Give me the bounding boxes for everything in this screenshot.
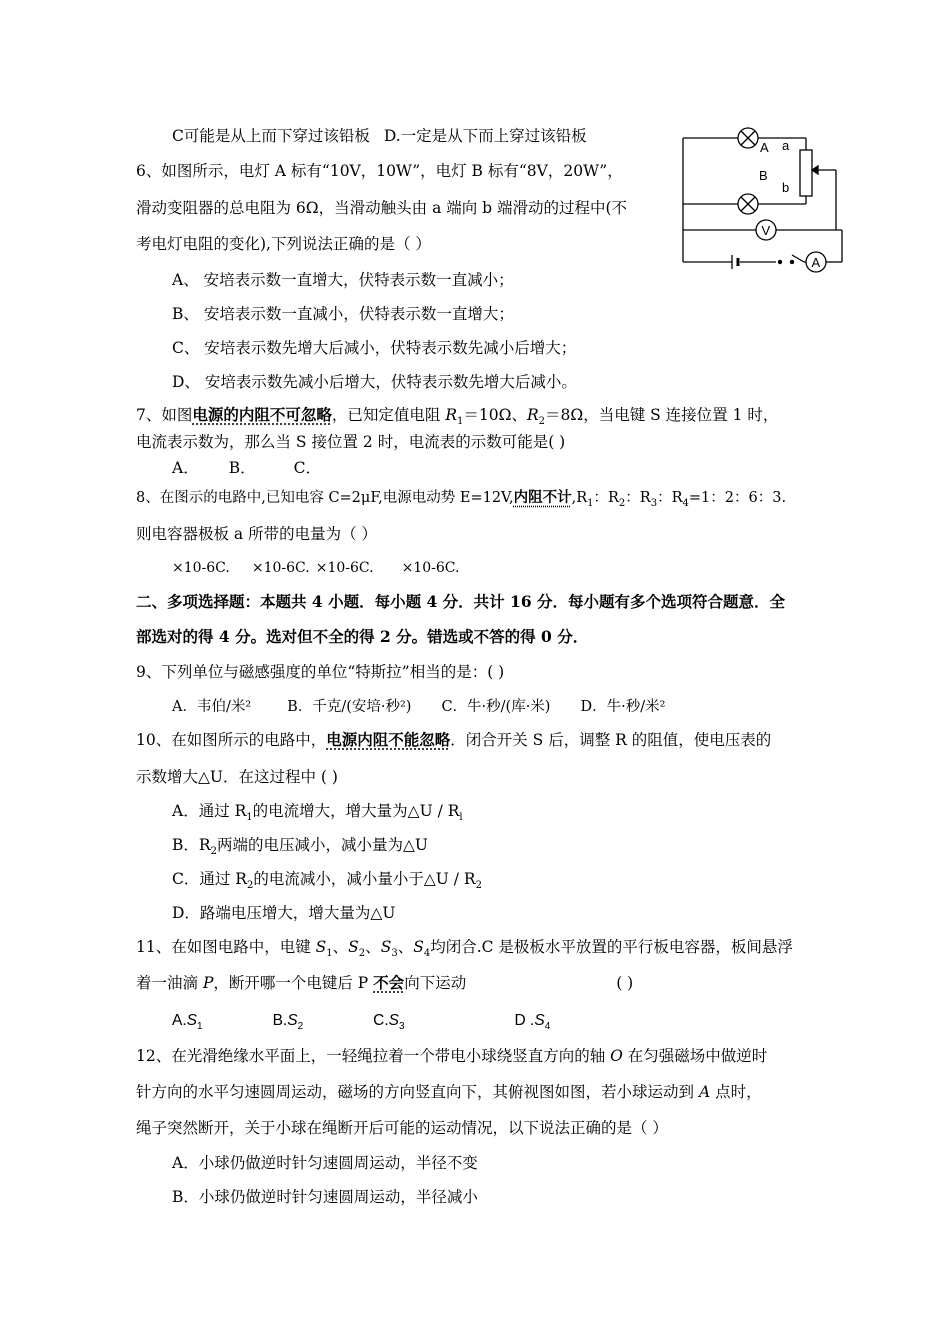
q10-option-d: D．路端电压增大，增大量为△U — [172, 904, 396, 922]
lamp-a-label: A — [760, 140, 769, 155]
q6-stem-line3: 考电灯电阻的变化),下列说法正确的是（ ） — [136, 235, 431, 253]
q6-option-a: A、 安培表示数一直增大，伏特表示数一直减小； — [172, 271, 514, 289]
q8-option-c: ×10-6C. — [315, 560, 374, 576]
q8-option-d: ×10-6C. — [401, 560, 460, 576]
q10-option-b: B．$R_2$两端的电压减小，减小量为△U — [172, 836, 428, 858]
q11-stem-line2: 着一油滴 P，断开哪一个电键后 P 不会向下运动 ( ) — [136, 973, 634, 992]
q5-option-d: D.一定是从下而上穿过该铅板 — [383, 127, 587, 145]
q6-option-d: D、 安培表示数先减小后增大，伏特表示数先增大后减小。 — [172, 373, 577, 391]
lamp-b-label: B — [759, 168, 768, 183]
q7-option-c: C． — [293, 459, 321, 477]
q10-option-c: C．通过 $R_2$的电流减小，减小量小于△U / $R_2$ — [172, 870, 482, 892]
q9-option-d: D．牛·秒/米² — [580, 699, 666, 715]
q8-options — [172, 558, 459, 578]
q8-emphasis: 内阻不计 — [513, 489, 572, 506]
q11-option-d: D $.S_4$ — [514, 1012, 551, 1033]
q12-stem-line1: 12、在光滑绝缘水平面上，一轻绳拉着一个带电小球绕竖直方向的轴 O 在匀强磁场中做逆时 — [136, 1047, 768, 1065]
rheostat-end-a-label: a — [782, 138, 790, 153]
q10-stem-line1: 10、在如图所示的电路中，电源内阻不能忽略．闭合开关 S 后，调整 R 的阻值，使电压表的 — [136, 730, 772, 749]
ammeter-label: A — [811, 255, 821, 270]
q6-circuit-diagram — [676, 124, 852, 276]
q12-option-b: B．小球仍做逆时针匀速圆周运动，半径减小 — [172, 1188, 478, 1206]
switch-icon — [778, 260, 794, 264]
q10-option-a: A．通过 $R_1$的电流增大，增大量为△U / $R_l$ — [172, 802, 463, 824]
q8-ratio: 1：2：6：3. — [701, 490, 787, 506]
q8-option-a: ×10-6C. — [172, 560, 230, 576]
q7-option-a: A． — [172, 459, 199, 477]
lamp-b-icon — [738, 194, 758, 214]
q7-options — [172, 458, 321, 478]
q12-stem-line3: 绳子突然断开，关于小球在绳断开后可能的运动情况，以下说法正确的是（ ） — [136, 1119, 668, 1137]
q12-stem-line2: 针方向的水平匀速圆周运动，磁场的方向竖直向下，其俯视图如图，若小球运动到 A 点时， — [136, 1083, 762, 1101]
q6-option-c: C、 安培表示数先增大后减小，伏特表示数先减小后增大； — [172, 339, 577, 357]
q9-option-c: C．牛·秒/(库·米) — [441, 699, 551, 715]
q11-option-a: $A.S_1$ — [172, 1012, 203, 1033]
q11-stem-line1: 11、在如图电路中，电键 $S_1$、$S_2$、$S_3$、$S_4$均闭合.C 是极板水平放置的平行板电容器，板间悬浮 — [136, 938, 793, 960]
q10-stem-line2: 示数增大△U．在这过程中 ( ) — [136, 768, 338, 786]
q5-options-cd — [172, 126, 587, 146]
q8-stem-line1: 8、在图示的电路中,已知电容 C=2μF,电源电动势 E=12V,内阻不计$,R_1$：$R_2$：$R_3$：$R_4=1$：2：6：3. — [136, 489, 787, 509]
q5-option-c: C可能是从上而下穿过该铅板 — [172, 127, 370, 145]
q11-options — [172, 1011, 550, 1037]
q6-stem-line2: 滑动变阻器的总电阻为 6Ω，当滑动触头由 a 端向 b 端滑动的过程中(不 — [136, 199, 628, 217]
q7-emphasis: 电源的内阻不可忽略 — [192, 405, 332, 424]
q6-stem-line1: 6、如图所示，电灯 A 标有“10V，10W”，电灯 B 标有“8V，20W”， — [136, 162, 623, 180]
q7-stem-line1: 7、如图电源的内阻不可忽略，已知定值电阻 $R_1=10\Omega$、$R_2=8\Omega$，当电键 S 连接位置 1 时， — [136, 405, 779, 428]
q9-option-a: A．韦伯/米² — [172, 699, 252, 715]
q12-option-a: A．小球仍做逆时针匀速圆周运动，半径不变 — [172, 1154, 478, 1172]
q7-stem-line2: 电流表示数为，那么当 S 接位置 2 时，电流表的示数可能是( ) — [136, 433, 566, 451]
q8-stem-line2: 则电容器极板 a 所带的电量为（ ） — [136, 525, 378, 543]
section2-heading-line2: 部选对的得 4 分。选对但不全的得 2 分。错选或不答的得 0 分． — [136, 627, 589, 646]
q7-option-b: B． — [228, 459, 256, 477]
q9-stem: 9、下列单位与磁感强度的单位“特斯拉”相当的是：( ) — [136, 663, 505, 681]
voltmeter-label: V — [761, 223, 771, 238]
section2-heading-line1: 二、多项选择题：本题共 4 小题．每小题 4 分．共计 16 分．每小题有多个选项符合题意．全 — [136, 592, 786, 611]
battery-icon — [732, 255, 738, 269]
q6-option-b: B、 安培表示数一直减小，伏特表示数一直增大； — [172, 305, 514, 323]
q10-emphasis: 电源内阻不能忽略 — [326, 730, 451, 749]
q8-option-b: ×10-6C. — [251, 560, 310, 576]
q9-option-b: B．千克/(安培·秒²) — [287, 699, 412, 715]
q9-options — [172, 697, 665, 717]
q11-emphasis: 不会 — [373, 973, 405, 992]
q11-option-c: $C.S_3$ — [373, 1012, 405, 1033]
rheostat-end-b-label: b — [782, 180, 790, 195]
q11-option-b: $B.S_2$ — [272, 1012, 304, 1033]
lamp-a-icon — [738, 128, 758, 148]
